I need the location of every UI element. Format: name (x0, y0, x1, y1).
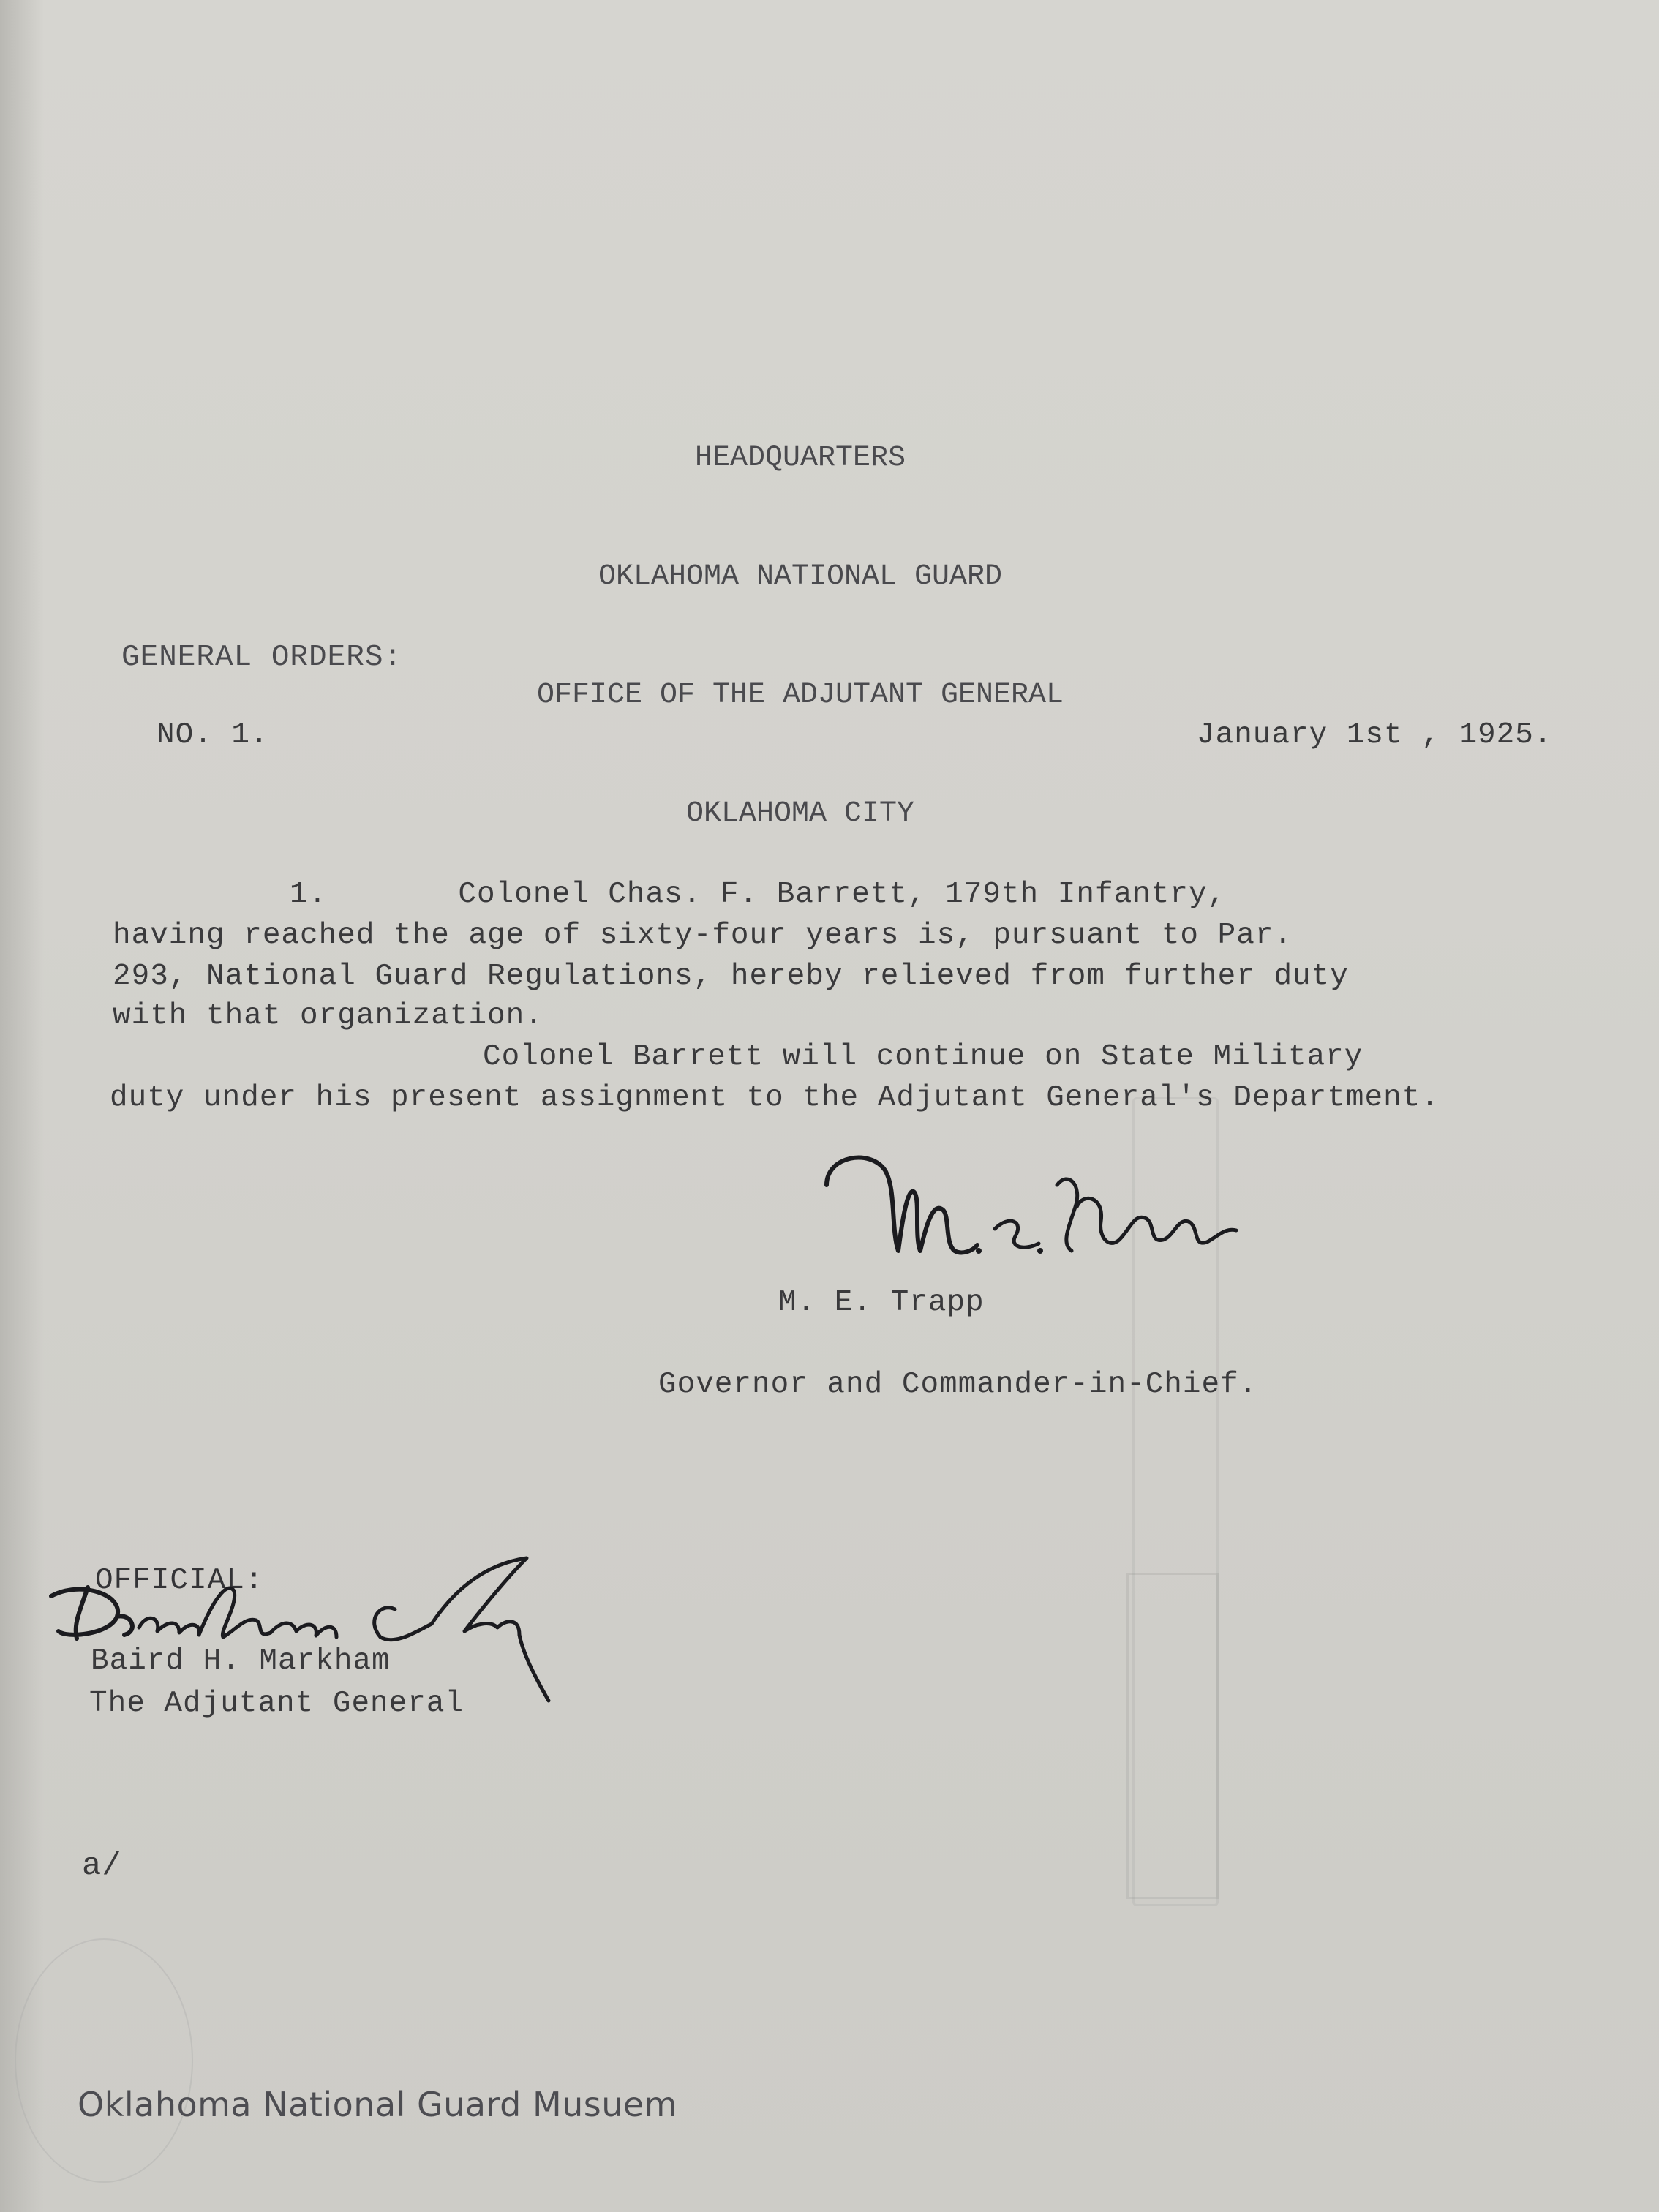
signatory-name: M. E. Trapp (778, 1286, 985, 1320)
signatory-title: Governor and Commander-in-Chief. (658, 1368, 1258, 1402)
body-line-1: 1. Colonel Chas. F. Barrett, 179th Infantry, (290, 878, 1227, 911)
official-label: OFFICIAL: (95, 1564, 264, 1598)
letterhead-line-1: HEADQUARTERS (694, 442, 906, 475)
body-line-6: duty under his present assignment to the Adjutant General's Department. (110, 1081, 1440, 1115)
body-line-5: Colonel Barrett will continue on State Military (483, 1040, 1363, 1074)
governor-signature (805, 1141, 1258, 1280)
letterhead-line-2: OKLAHOMA NATIONAL GUARD (598, 560, 1003, 593)
letterhead-line-4: OKLAHOMA CITY (685, 797, 915, 830)
letterhead-line-3: OFFICE OF THE ADJUTANT GENERAL (536, 679, 1064, 712)
body-line-3: 293, National Guard Regulations, hereby relieved from further duty (113, 960, 1349, 993)
typist-initials: a/ (82, 1848, 122, 1884)
letterhead (464, 360, 1137, 913)
order-date: January 1st , 1925. (1197, 718, 1553, 752)
embossed-seal (15, 1938, 193, 2183)
show-through-stamp (1126, 1573, 1219, 1899)
official-title: The Adjutant General (89, 1687, 464, 1720)
general-orders-heading: GENERAL ORDERS: (121, 641, 403, 674)
order-number: NO. 1. (157, 718, 269, 752)
body-line-2: having reached the age of sixty-four years is, pursuant to Par. (113, 919, 1293, 952)
body-line-4: with that organization. (113, 999, 543, 1033)
museum-watermark: Oklahoma National Guard Musuem (78, 2085, 678, 2124)
official-name: Baird H. Markham (91, 1644, 391, 1678)
